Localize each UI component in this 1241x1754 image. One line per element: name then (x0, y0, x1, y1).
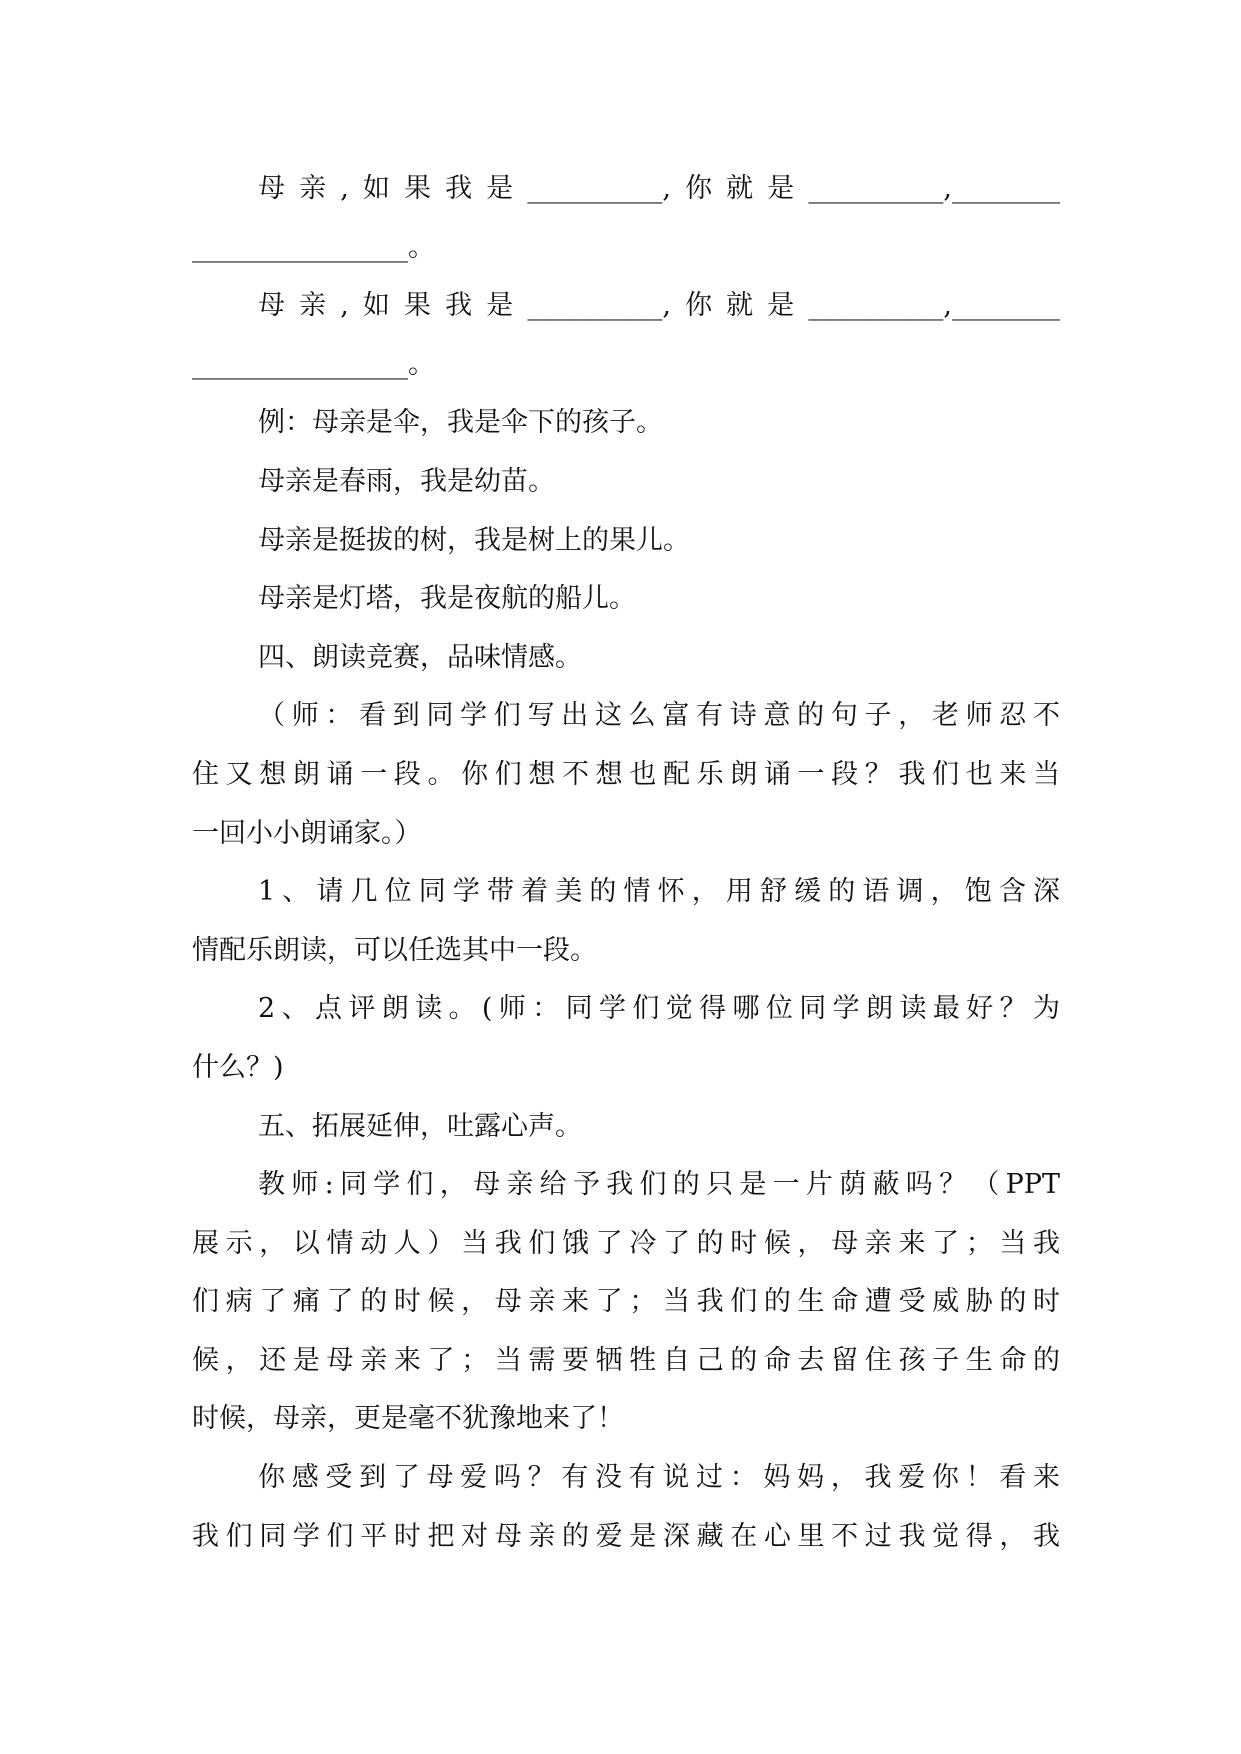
text-line: 你感受到了母爱吗？有没有说过：妈妈，我爱你！看来 (258, 1462, 1060, 1494)
text-line: 一回小小朗诵家。） (192, 817, 422, 849)
document-page (192, 160, 1060, 1566)
text-line: 候，还是母亲来了；当需要牺牲自己的命去留住孩子生命的 (192, 1344, 1060, 1376)
text-line: 展示，以情动人）当我们饿了冷了的时候，母亲来了；当我 (192, 1227, 1060, 1259)
text-line: 例：母亲是伞，我是伞下的孩子。 (258, 407, 663, 439)
text-line: 四、朗读竞赛，品味情感。 (258, 641, 582, 673)
text-line: 1、请几位同学带着美的情怀，用舒缓的语调，饱含深 (258, 876, 1060, 908)
text-line: 母亲,如果我是__________,你就是__________,________ (258, 173, 1060, 204)
text-line: 们病了痛了的时候，母亲来了；当我们的生命遭受威胁的时 (192, 1286, 1060, 1318)
text-line: （师：看到同学们写出这么富有诗意的句子，老师忍不 (258, 700, 1060, 732)
text-line: 什么？) (192, 1051, 284, 1083)
text-line: 时候，母亲，更是毫不犹豫地来了！ (192, 1403, 624, 1435)
text-line: ________________。 (192, 348, 435, 380)
text-line: 我们同学们平时把对母亲的爱是深藏在心里不过我觉得，我 (192, 1520, 1060, 1552)
text-line: 2、点评朗读。(师：同学们觉得哪位同学朗读最好？为 (258, 993, 1060, 1025)
text-line: 教师:同学们，母亲给予我们的只是一片荫蔽吗？（PPT (258, 1169, 1060, 1201)
text-line: 母亲,如果我是__________,你就是__________,________ (258, 290, 1060, 322)
text-line: 母亲是灯塔，我是夜航的船儿。 (258, 583, 636, 615)
text-line: 母亲是挺拔的树，我是树上的果儿。 (258, 524, 690, 556)
text-line: 情配乐朗读，可以任选其中一段。 (192, 934, 597, 966)
text-line: 五、拓展延伸，吐露心声。 (258, 1110, 582, 1142)
text-line: 住又想朗诵一段。你们想不想也配乐朗诵一段？我们也来当 (192, 758, 1060, 790)
text-line: ________________。 (192, 231, 435, 263)
text-line: 母亲是春雨，我是幼苗。 (258, 465, 555, 497)
